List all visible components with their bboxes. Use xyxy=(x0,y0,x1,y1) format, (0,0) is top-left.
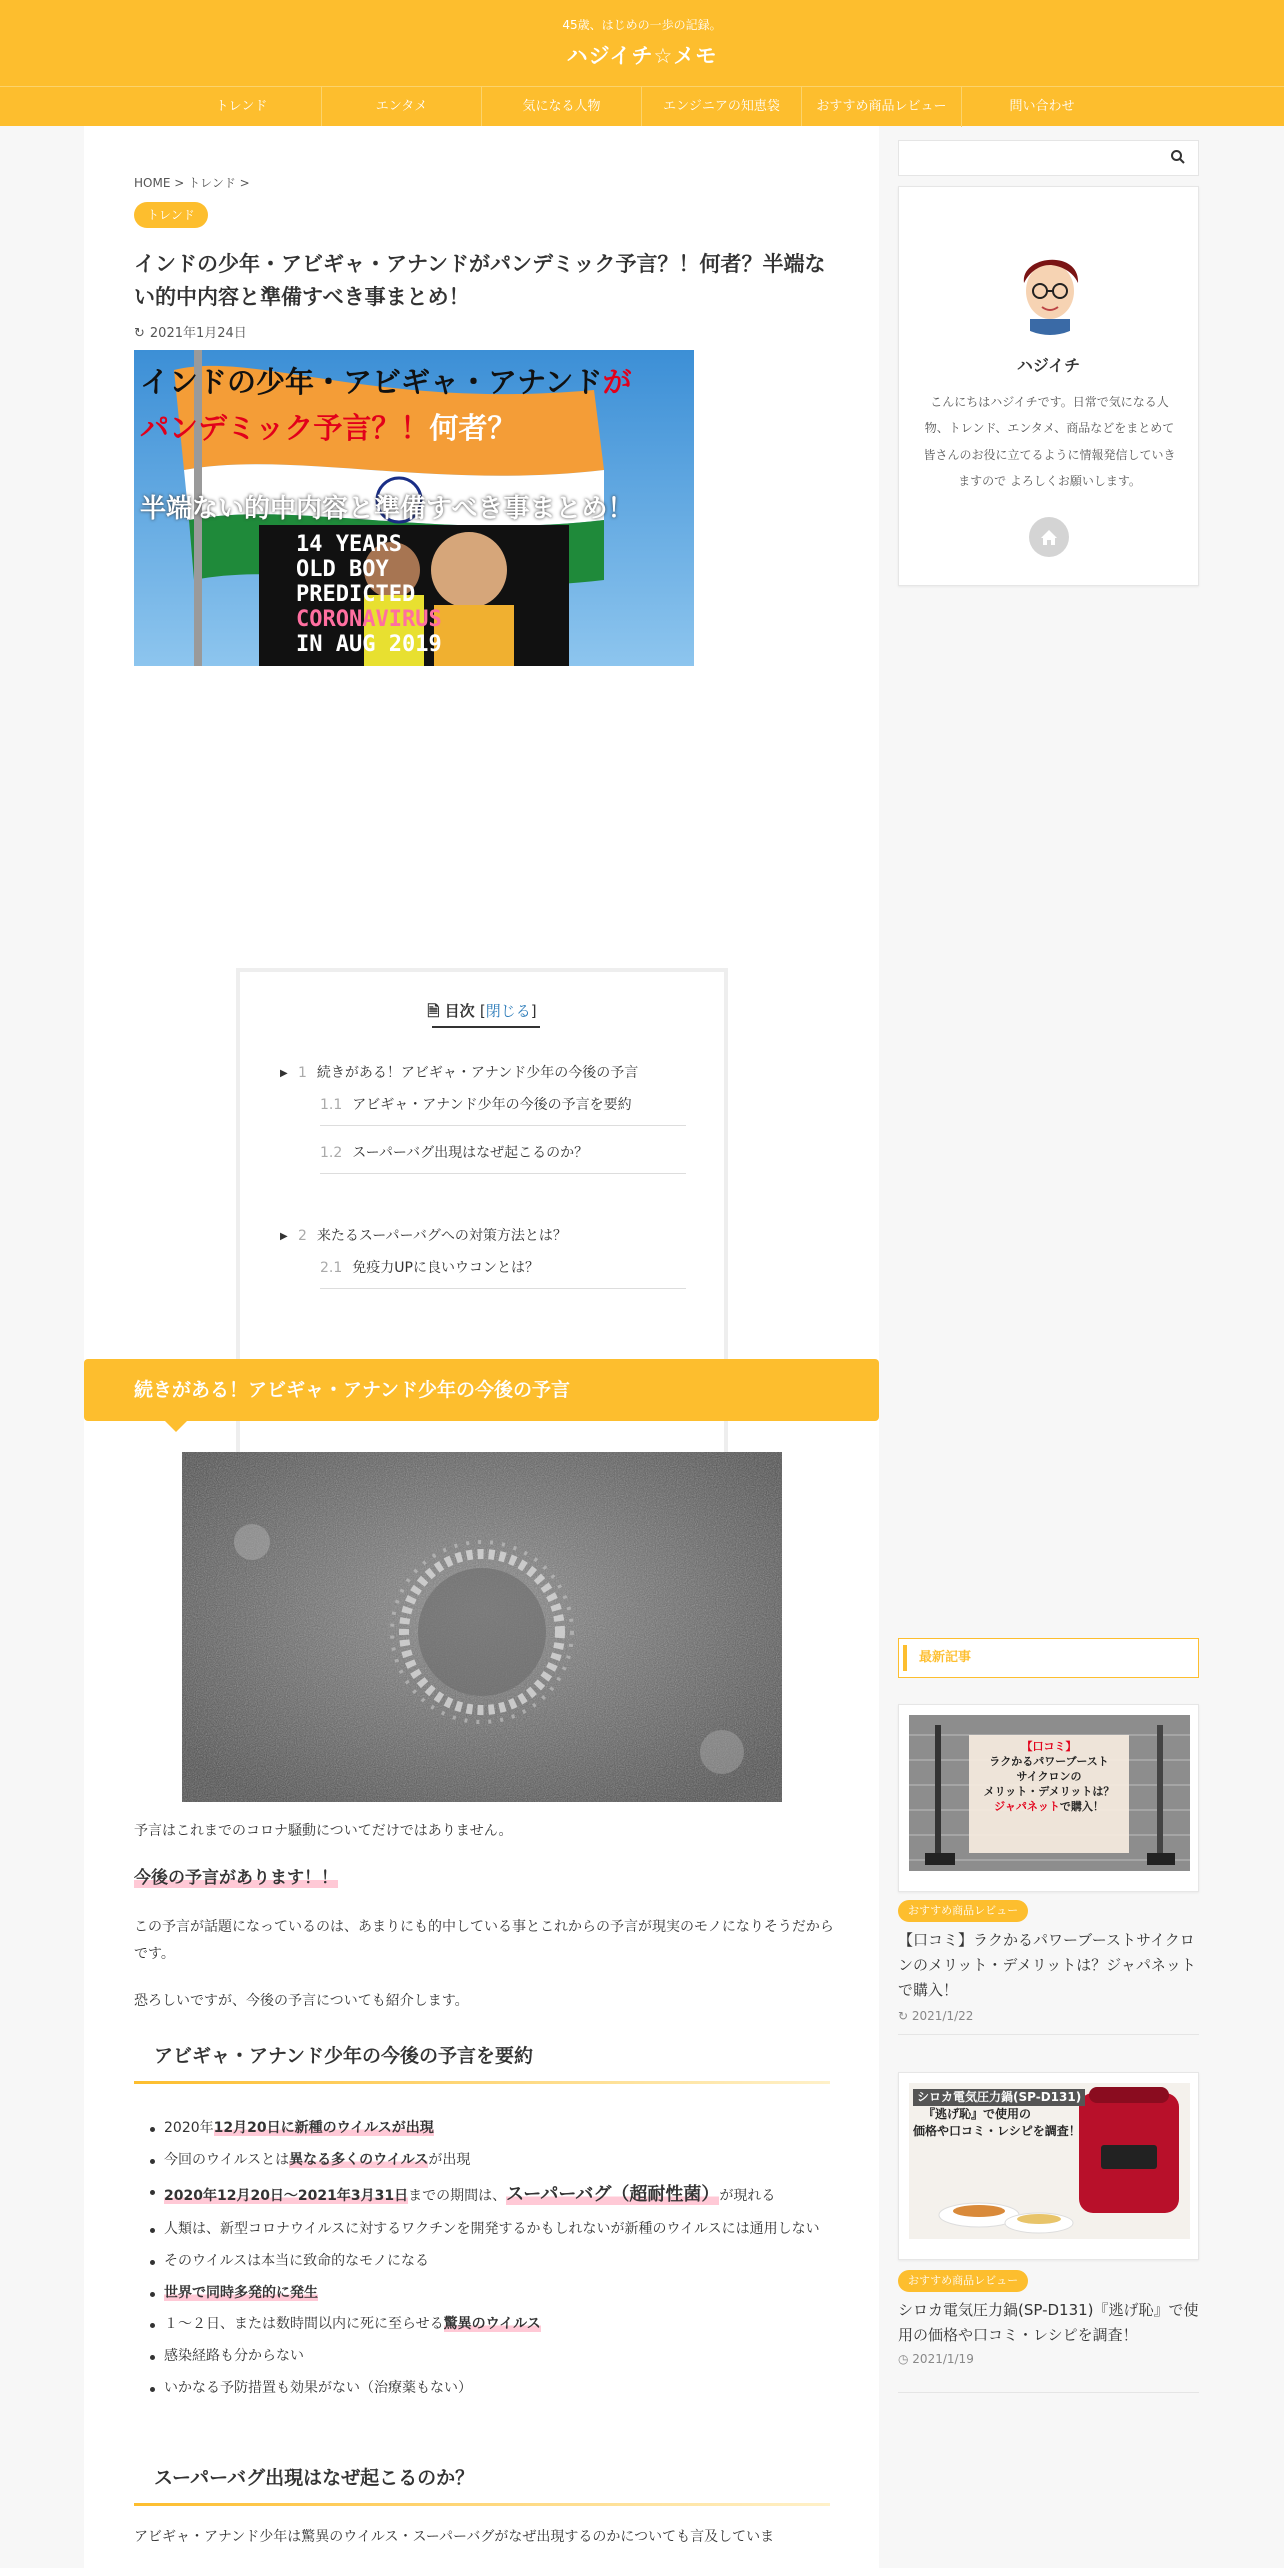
recent-post-thumbnail[interactable] xyxy=(909,2083,1190,2239)
eyecatch-sign: 14 YEARS OLD BOY PREDICTED CORONAVIRUS IN AUG 2019 xyxy=(296,532,442,657)
list-item: 2020年12月20日〜2021年3月31日までの期間は、スーパーバグ（超耐性菌）が現れる xyxy=(164,2181,844,2209)
list-item: 今回のウイルスとは異なる多くのウイルスが出現 xyxy=(164,2150,844,2172)
toc-item-1[interactable]: 1 続きがある！アビギャ・アナンド少年の今後の予言 xyxy=(298,1065,639,1081)
eyecatch-line2: パンデミック予言？！何者？ xyxy=(140,411,517,445)
refresh-icon: ↻ xyxy=(898,2009,912,2023)
recent-post-card[interactable] xyxy=(898,2072,1199,2260)
site-tagline: 45歳、はじめの一歩の記録。 xyxy=(562,18,722,32)
eyecatch-line1: インドの少年・アビギャ・アナンドが xyxy=(140,365,632,399)
toc-title: 🗎 目次 [閉じる] xyxy=(427,1002,537,1020)
profile-widget xyxy=(898,186,1199,586)
subheading-1-2: スーパーバグ出現はなぜ起こるのか？ xyxy=(134,2456,830,2506)
search-icon[interactable] xyxy=(1170,149,1186,165)
card-title[interactable]: 【口コミ】ラクかるパワーブーストサイクロンのメリット・デメリットは？ジャパネットで購入！ xyxy=(898,1931,1196,1999)
toc-item-1-2[interactable]: 1.2 スーパーバグ出現はなぜ起こるのか？ xyxy=(320,1132,686,1174)
nav-item-trend[interactable]: トレンド xyxy=(162,87,322,127)
recent-posts-heading xyxy=(898,1638,1199,1678)
recent-posts-heading-text: 最新記事 xyxy=(919,1650,972,1665)
paragraph: 恐ろしいですが、今後の予言についても紹介します。 xyxy=(134,1993,469,2009)
list-item: 人類は、新型コロナウイルスに対するワクチンを開発するかもしれないが新種のウイルスには通用しない xyxy=(164,2219,844,2241)
thumbnail-caption: シロカ電気圧力鍋(SP-D131) 『逃げ恥』で使用の 価格や口コミ・レシピを調査！ xyxy=(913,2089,1085,2140)
list-item: そのウイルスは本当に致命的なモノになる xyxy=(164,2251,844,2273)
refresh-icon: ↻ xyxy=(134,326,145,341)
nav-item-engineer-tips[interactable]: エンジニアの知恵袋 xyxy=(642,87,802,127)
paragraph: この予言が話題になっているのは、あまりにも的中している事とこれからの予言が現実のモノになりそうだからです。 xyxy=(134,1919,834,1962)
post-date-text: 2021年1月24日 xyxy=(149,326,247,341)
caret-right-icon: ▶ xyxy=(280,1068,288,1079)
list-item: 世界で同時多発的に発生 xyxy=(164,2283,844,2305)
paragraph: アビギャ・アナンド少年は驚異のウイルス・スーパーバグがなぜ出現するのかについても言及していま xyxy=(134,2529,775,2545)
nav-item-contact[interactable]: 問い合わせ xyxy=(1009,99,1075,114)
toc-item-1-1[interactable]: 1.1 アビギャ・アナンド少年の今後の予言を要約 xyxy=(320,1084,686,1126)
avatar xyxy=(1000,235,1100,335)
nav-item-people[interactable]: 気になる人物 xyxy=(482,87,642,127)
global-nav xyxy=(0,86,1284,126)
toc-item-2-1[interactable]: 2.1 免疫力UPに良いウコンとは？ xyxy=(320,1247,686,1289)
list-item: １〜２日、または数時間以内に死に至らせる驚異のウイルス xyxy=(164,2314,844,2336)
recent-post-card[interactable] xyxy=(898,1704,1199,1892)
profile-name: ハジイチ xyxy=(1016,356,1081,375)
heading-pointer xyxy=(164,1420,188,1432)
nav-item-entertainment[interactable]: エンタメ xyxy=(322,87,482,127)
site-header xyxy=(0,0,1284,86)
search-input[interactable] xyxy=(899,141,1149,175)
profile-bio: こんにちはハジイチです。日常で気になる人物、トレンド、エンタメ、商品などをまとめて 皆さんのお役に立てるように情報発信していきますので よろしくお願いします。 xyxy=(923,395,1176,489)
caret-right-icon: ▶ xyxy=(280,1231,288,1242)
list-item: 2020年12月20日に新種のウイルスが出現 xyxy=(164,2118,844,2140)
subheading-1-1: アビギャ・アナンド少年の今後の予言を要約 xyxy=(134,2034,830,2084)
article-body xyxy=(84,126,879,2568)
card-category-badge[interactable]: おすすめ商品レビュー xyxy=(898,2270,1028,2292)
nav-item-product-review[interactable]: おすすめ商品レビュー xyxy=(802,87,962,127)
home-icon xyxy=(1029,517,1069,557)
card-date: ◷ 2021/1/19 xyxy=(898,2352,974,2366)
card-date: ↻ 2021/1/22 xyxy=(898,2009,974,2023)
clock-icon: ◷ xyxy=(898,2352,913,2366)
category-badge[interactable]: トレンド xyxy=(134,202,208,228)
avatar-illustration xyxy=(1000,235,1100,335)
card-category-badge[interactable]: おすすめ商品レビュー xyxy=(898,1900,1028,1922)
toc-item-2[interactable]: 2 来たるスーパーバグへの対策方法とは？ xyxy=(298,1228,567,1244)
eyecatch-line3: 半端ない的中内容と準備すべき事まとめ！ xyxy=(140,494,634,524)
post-title: インドの少年・アビギャ・アナンドがパンデミック予言？！何者？半端ない的中内容と準備すべき事まとめ！ xyxy=(134,252,826,309)
toc-title-text: 目次 xyxy=(444,1002,475,1020)
breadcrumb-separator: > xyxy=(239,176,250,190)
prediction-list xyxy=(164,2118,844,2409)
list-item: いかなる予防措置も効果がない（治療薬もない） xyxy=(164,2378,844,2400)
breadcrumb-category[interactable]: トレンド xyxy=(188,176,236,190)
card-title[interactable]: シロカ電気圧力鍋(SP-D131)『逃げ恥』で使用の価格や口コミ・レシピを調査！ xyxy=(898,2301,1199,2344)
breadcrumb-home[interactable]: HOME xyxy=(134,176,171,190)
divider xyxy=(898,2392,1199,2393)
site-title[interactable]: ハジイチ☆メモ xyxy=(566,44,718,68)
paragraph: 予言はこれまでのコロナ騒動についてだけではありません。 xyxy=(134,1823,513,1839)
virus-image xyxy=(182,1452,782,1802)
toc-toggle-button[interactable]: 閉じる xyxy=(485,1002,531,1020)
thumbnail-caption: 【口コミ】 ラクかるパワーブースト サイクロンの メリット・デメリットは？ ジャパネットで購入！ xyxy=(983,1740,1115,1813)
emphasis-paragraph: 今後の予言があります！！ xyxy=(134,1868,338,1888)
section-heading-1: 続きがある！アビギャ・アナンド少年の今後の予言 xyxy=(84,1359,879,1421)
divider xyxy=(898,2034,1199,2035)
search-box[interactable] xyxy=(898,140,1199,176)
breadcrumb-separator: > xyxy=(174,176,185,190)
recent-post-thumbnail[interactable] xyxy=(909,1715,1190,1871)
home-button[interactable] xyxy=(1029,517,1069,557)
virus-micrograph xyxy=(182,1452,782,1802)
list-item: 感染経路も分からない xyxy=(164,2346,844,2368)
document-icon: 🗎 xyxy=(427,1002,440,1020)
